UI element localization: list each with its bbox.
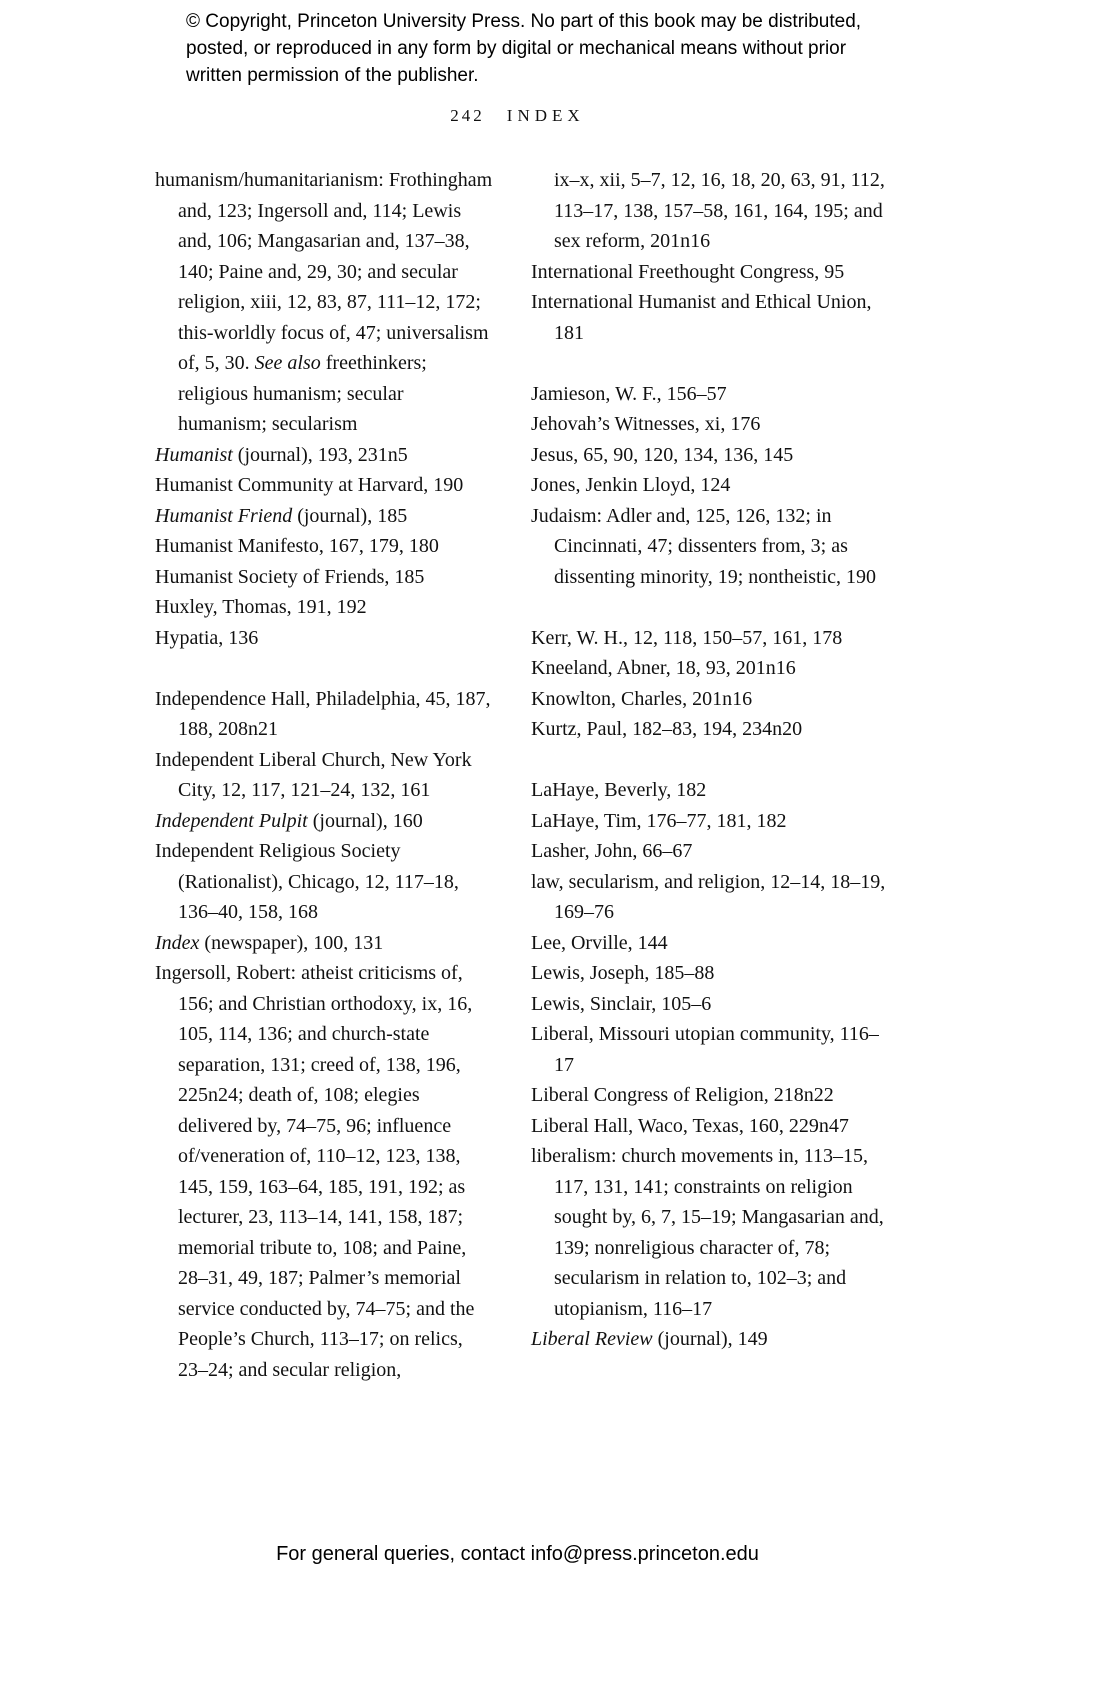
index-entry-italic-text: Index bbox=[155, 931, 200, 954]
index-entry-text: Jones, Jenkin Lloyd, 124 bbox=[531, 474, 731, 496]
index-entry bbox=[155, 501, 497, 532]
index-entry bbox=[531, 989, 890, 1020]
index-entry bbox=[155, 531, 497, 562]
index-entry bbox=[155, 440, 497, 471]
index-entry-text: Ingersoll, Robert: atheist criticisms of, 156; and Christian orthodoxy, ix, 16, 105, 114, 136; and church-state separation, 131; creed of, 138, 196, 225n24; death of, 108; elegies delivered by, 74–75, 96; influence of/veneration of, 110–12, 123, 138, 145, 159, 163–64, 185, 191, 192; as lecturer, 23, 113–14, 141, 158, 187; memorial tribute to, 108; and Paine, 28–31, 49, 187; Palmer’s memorial service conducted by, 74–75; and the People’s Church, 113–17; on relics, 23–24; and secular religion, bbox=[155, 962, 475, 1381]
index-columns bbox=[155, 165, 890, 1385]
index-entry-text: Humanist Society of Friends, 185 bbox=[155, 565, 425, 588]
index-group bbox=[155, 165, 497, 653]
index-entry-text: LaHaye, Beverly, 182 bbox=[531, 779, 707, 801]
index-entry bbox=[531, 1111, 890, 1142]
index-column-right bbox=[531, 165, 890, 1385]
index-entry-text: Kurtz, Paul, 182–83, 194, 234n20 bbox=[531, 718, 803, 740]
index-entry bbox=[531, 623, 890, 654]
index-entry-italic-text: Independent Pulpit bbox=[155, 809, 308, 832]
index-entry-text: Huxley, Thomas, 191, 192 bbox=[155, 596, 367, 618]
index-entry bbox=[531, 1324, 890, 1355]
index-entry-text: freethinkers; religious humanism; secular humanism; secularism bbox=[178, 352, 427, 435]
index-entry-text: (newspaper), 100, 131 bbox=[199, 931, 384, 954]
index-entry bbox=[155, 958, 497, 1385]
index-entry-text: Independence Hall, Philadelphia, 45, 187, 188, 208n21 bbox=[155, 687, 491, 740]
index-entry bbox=[155, 623, 497, 654]
index-entry-text: Jesus, 65, 90, 120, 134, 136, 145 bbox=[531, 443, 794, 466]
index-entry bbox=[531, 714, 890, 745]
index-entry bbox=[531, 684, 890, 715]
index-entry bbox=[531, 287, 890, 348]
index-entry-text: Lee, Orville, 144 bbox=[531, 931, 668, 954]
page-number: 242 bbox=[450, 106, 485, 125]
index-entry bbox=[155, 745, 497, 806]
index-entry bbox=[531, 470, 890, 501]
index-entry bbox=[155, 562, 497, 593]
index-entry-text: law, secularism, and religion, 12–14, 18–19, 169–76 bbox=[531, 870, 886, 923]
index-entry-text: Independent Liberal Church, New York City, 12, 117, 121–24, 132, 161 bbox=[155, 748, 472, 801]
index-entry bbox=[531, 257, 890, 288]
index-group bbox=[155, 684, 497, 1386]
index-entry-text: Liberal Congress of Religion, 218n22 bbox=[531, 1084, 834, 1106]
index-entry-text: Humanist Community at Harvard, 190 bbox=[155, 474, 464, 496]
index-entry-text: (journal), 185 bbox=[292, 504, 408, 527]
index-group bbox=[531, 775, 890, 1355]
index-entry-text: Independent Religious Society (Rationalist), Chicago, 12, 117–18, 136–40, 158, 168 bbox=[155, 840, 459, 923]
index-entry bbox=[531, 775, 890, 806]
section-title: INDEX bbox=[506, 106, 585, 125]
index-entry bbox=[531, 165, 890, 257]
index-entry bbox=[155, 165, 497, 440]
index-entry-text: Jehovah’s Witnesses, xi, 176 bbox=[531, 413, 761, 435]
index-entry-text: (journal), 149 bbox=[652, 1328, 768, 1350]
index-entry bbox=[531, 806, 890, 837]
index-entry bbox=[155, 928, 497, 959]
index-entry bbox=[531, 653, 890, 684]
index-entry-text: (journal), 160 bbox=[307, 809, 423, 832]
index-entry-text: Jamieson, W. F., 156–57 bbox=[531, 382, 727, 405]
index-entry bbox=[155, 684, 497, 745]
index-entry bbox=[155, 836, 497, 928]
index-entry-text: (journal), 193, 231n5 bbox=[232, 443, 408, 466]
index-entry bbox=[531, 867, 890, 928]
index-entry bbox=[531, 501, 890, 593]
index-entry-text: Kerr, W. H., 12, 118, 150–57, 161, 178 bbox=[531, 626, 843, 649]
index-entry-text: International Freethought Congress, 95 bbox=[531, 260, 845, 283]
index-entry bbox=[531, 440, 890, 471]
index-entry bbox=[531, 928, 890, 959]
index-entry-italic-text: Liberal Review bbox=[531, 1328, 653, 1350]
index-column-left bbox=[155, 165, 497, 1385]
page-header bbox=[155, 106, 880, 126]
index-entry bbox=[531, 1019, 890, 1080]
copyright-notice: © Copyright, Princeton University Press. No part of this book may be distributed, posted, or reproduced in any form by digital or mechanical means without prior written permission of the publisher. bbox=[186, 11, 862, 86]
index-entry bbox=[531, 1141, 890, 1324]
index-entry-text: Hypatia, 136 bbox=[155, 626, 259, 649]
index-entry-text: Liberal, Missouri utopian community, 116–17 bbox=[531, 1023, 879, 1076]
index-entry-text: Kneeland, Abner, 18, 93, 201n16 bbox=[531, 657, 796, 679]
index-entry bbox=[155, 470, 497, 501]
index-entry-text: humanism/humanitarianism: Frothingham and, 123; Ingersoll and, 114; Lewis and, 106; Mangasarian and, 137–38, 140; Paine and, 29, 30; and secular religion, xiii, 12, 83, 87, 111–12, 172; this-worldly focus of, 47; universalism of, 5, 30. bbox=[155, 169, 493, 374]
index-entry bbox=[531, 409, 890, 440]
index-entry-text: ix–x, xii, 5–7, 12, 16, 18, 20, 63, 91, 112, 113–17, 138, 157–58, 161, 164, 195; and sex reform, 201n16 bbox=[554, 169, 885, 252]
index-entry-text: Knowlton, Charles, 201n16 bbox=[531, 687, 753, 710]
index-entry bbox=[155, 806, 497, 837]
index-entry-italic-text: Humanist bbox=[155, 443, 233, 466]
index-entry bbox=[531, 379, 890, 410]
index-entry-text: liberalism: church movements in, 113–15, 117, 131, 141; constraints on religion sought by, 6, 7, 15–19; Mangasarian and, 139; nonreligious character of, 78; secularism in relation to, 102–3; and utopianism, 116–17 bbox=[531, 1145, 884, 1320]
index-group bbox=[531, 623, 890, 745]
index-entry-text: Lasher, John, 66–67 bbox=[531, 840, 693, 862]
index-group bbox=[531, 379, 890, 593]
index-entry-text: Judaism: Adler and, 125, 126, 132; in Cincinnati, 47; dissenters from, 3; as dissenting minority, 19; nontheistic, 190 bbox=[531, 504, 877, 588]
index-entry-text: LaHaye, Tim, 176–77, 181, 182 bbox=[531, 809, 787, 832]
index-group bbox=[531, 165, 890, 348]
index-entry-italic-text: See also bbox=[254, 352, 321, 374]
index-entry bbox=[531, 958, 890, 989]
index-entry-italic-text: Humanist Friend bbox=[155, 504, 293, 527]
index-entry bbox=[531, 1080, 890, 1111]
index-entry-text: Liberal Hall, Waco, Texas, 160, 229n47 bbox=[531, 1114, 849, 1137]
footer-contact: For general queries, contact info@press.princeton.edu bbox=[276, 1543, 759, 1565]
index-entry bbox=[155, 592, 497, 623]
index-entry-text: Lewis, Sinclair, 105–6 bbox=[531, 992, 712, 1015]
index-entry bbox=[531, 836, 890, 867]
index-entry-text: Lewis, Joseph, 185–88 bbox=[531, 962, 715, 984]
index-entry-text: Humanist Manifesto, 167, 179, 180 bbox=[155, 535, 439, 557]
index-entry-text: International Humanist and Ethical Union, 181 bbox=[531, 291, 872, 344]
